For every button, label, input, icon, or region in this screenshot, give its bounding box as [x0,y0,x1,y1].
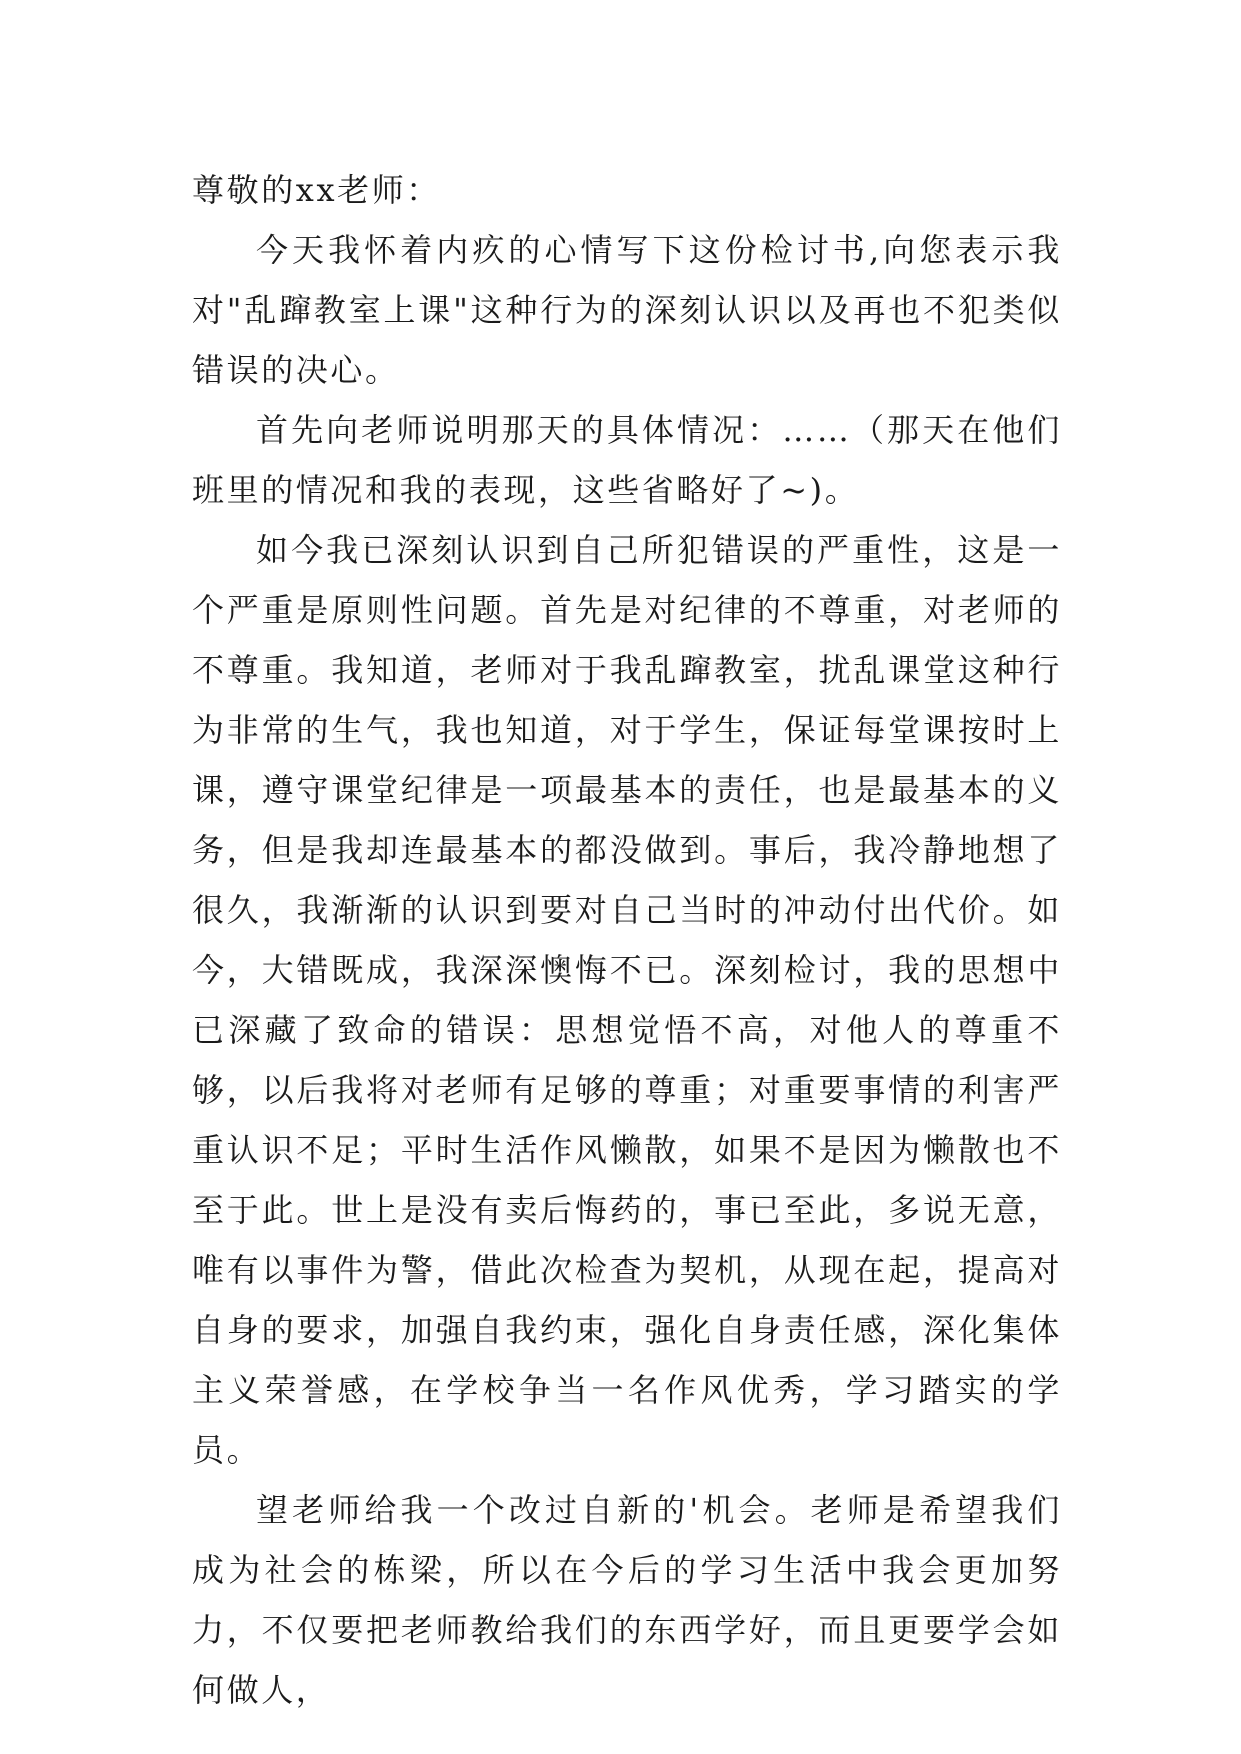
letter-body [192,160,1062,1720]
paragraph-situation: 首先向老师说明那天的具体情况：……（那天在他们班里的情况和我的表现，这些省略好了~)。 [192,411,1062,509]
paragraph-intro: 今天我怀着内疚的心情写下这份检讨书,向您表示我对"乱蹿教室上课"这种行为的深刻认识以及再也不犯类似错误的决心。 [192,231,1062,389]
paragraph-reflection: 如今我已深刻认识到自己所犯错误的严重性，这是一个严重是原则性问题。首先是对纪律的不尊重，对老师的不尊重。我知道，老师对于我乱蹿教室，扰乱课堂这种行为非常的生气，我也知道，对于学生，保证每堂课按时上课，遵守课堂纪律是一项最基本的责任，也是最基本的义务，但是我却连最基本的都没做到。事后，我冷静地想了很久，我渐渐的认识到要对自己当时的冲动付出代价。如今，大错既成，我深深懊悔不已。深刻检讨，我的思想中已深藏了致命的错误：思想觉悟不高，对他人的尊重不够，以后我将对老师有足够的尊重；对重要事情的利害严重认识不足；平时生活作风懒散，如果不是因为懒散也不至于此。世上是没有卖后悔药的，事已至此，多说无意，唯有以事件为警，借此次检查为契机，从现在起，提高对自身的要求，加强自我约束，强化自身责任感，深化集体主义荣誉感，在学校争当一名作风优秀，学习踏实的学员。 [192,531,1062,1469]
paragraph-request: 望老师给我一个改过自新的'机会。老师是希望我们成为社会的栋梁，所以在今后的学习生活中我会更加努力，不仅要把老师教给我们的东西学好，而且更要学会如何做人， [192,1491,1062,1709]
salutation: 尊敬的xx老师： [192,171,441,209]
